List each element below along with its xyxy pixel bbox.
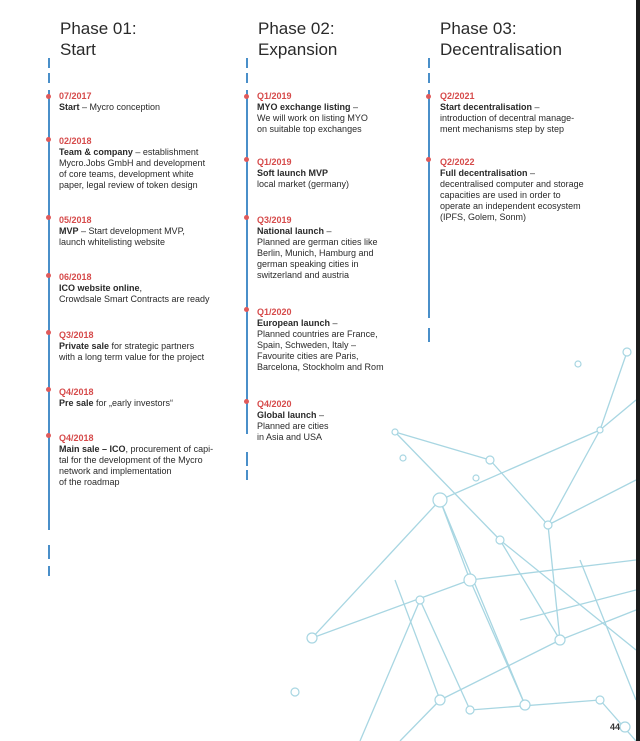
entry-title: Main sale – ICO — [59, 444, 126, 454]
phase-2-label: Phase 02: — [258, 19, 335, 38]
entry-line: Barcelona, Stockholm and Rom — [257, 362, 384, 372]
entry-title: ICO website online — [59, 283, 140, 293]
timeline-line-2 — [246, 90, 248, 434]
timeline-dot — [244, 157, 249, 162]
entry-date: Q4/2018 — [59, 433, 94, 443]
entry-line: network and implementation — [59, 466, 172, 476]
entry-title: Start decentralisation — [440, 102, 533, 112]
entry-line: (IPFS, Golem, Sonm) — [440, 212, 527, 222]
entry-line: of core teams, development white — [59, 169, 194, 179]
timeline-tick — [48, 58, 50, 68]
entry-text: – establishment — [132, 147, 199, 157]
timeline-dot — [426, 157, 431, 162]
entry-text: – — [316, 410, 325, 420]
entry-title: Full decentralisation — [440, 168, 528, 178]
entry-title: Soft launch MVP — [257, 168, 329, 178]
entry-line: capacities are used in order to — [440, 190, 561, 200]
entry-text: – — [324, 226, 332, 236]
entry-line: Crowdsale Smart Contracts are ready — [59, 294, 210, 304]
timeline-dot — [244, 215, 249, 220]
roadmap-entry — [59, 330, 204, 363]
entry-line: german speaking cities in — [257, 259, 359, 269]
roadmap-entry — [440, 91, 574, 135]
entry-title: MYO exchange listing — [257, 102, 351, 112]
entry-line: introduction of decentral manage- — [440, 113, 575, 123]
entry-line: Spain, Schweden, Italy – — [257, 340, 357, 350]
roadmap-entry — [59, 91, 160, 113]
entry-date: Q1/2020 — [257, 307, 292, 317]
entry-text: – — [532, 102, 540, 112]
timeline-dot — [46, 387, 51, 392]
roadmap-entry — [59, 136, 205, 191]
roadmap-entry — [59, 433, 213, 488]
entry-line: launch whitelisting website — [59, 237, 166, 247]
entry-line: ment mechanisms step by step — [440, 124, 565, 134]
entry-line: We will work on listing MYO — [257, 113, 368, 123]
entry-text: – — [350, 102, 359, 112]
phase-1-title — [60, 18, 137, 60]
entry-title: Global launch — [257, 410, 317, 420]
entry-line: Planned countries are France, — [257, 329, 378, 339]
roadmap-entry — [440, 157, 584, 223]
entry-title: MVP — [59, 226, 79, 236]
phase-3-label: Phase 03: — [440, 19, 517, 38]
entry-date: Q1/2019 — [257, 91, 292, 101]
timeline-tick — [428, 328, 430, 342]
phase-2-name: Expansion — [258, 40, 338, 59]
entry-title: Pre sale — [59, 398, 94, 408]
entry-line: Planned are cities — [257, 421, 329, 431]
entry-date: Q2/2021 — [440, 91, 475, 101]
roadmap-entry — [257, 157, 349, 190]
entry-line: Berlin, Munich, Hamburg and — [257, 248, 374, 258]
timeline-dot — [46, 137, 51, 142]
entry-date: 07/2017 — [59, 91, 92, 101]
entry-text: – — [330, 318, 338, 328]
page-number: 44 — [610, 722, 621, 732]
entry-text: – — [527, 168, 536, 178]
entry-date: Q2/2022 — [440, 157, 475, 167]
timeline-dot — [46, 215, 51, 220]
entry-line: of the roadmap — [59, 477, 120, 487]
phase-1-name: Start — [60, 40, 96, 59]
entry-line: tal for the development of the Mycro — [59, 455, 203, 465]
entry-date: Q4/2018 — [59, 387, 94, 397]
timeline-tick — [428, 73, 430, 83]
timeline-dot — [244, 307, 249, 312]
entry-text: , — [139, 283, 143, 293]
entry-title: Team & company — [59, 147, 133, 157]
timeline-tick — [48, 566, 50, 576]
timeline-dot — [46, 330, 51, 335]
timeline-tick — [246, 73, 248, 83]
entry-date: Q3/2019 — [257, 215, 292, 225]
entry-title: National launch — [257, 226, 325, 236]
entry-line: with a long term value for the project — [59, 352, 205, 362]
entry-line: in Asia and USA — [257, 432, 323, 442]
entry-line: operate an independent ecosystem — [440, 201, 581, 211]
entry-title: Private sale — [59, 341, 110, 351]
entry-line: Mycro.Jobs GmbH and development — [59, 158, 206, 168]
entry-date: 05/2018 — [59, 215, 92, 225]
timeline-tick — [246, 452, 248, 466]
timeline-dot — [46, 94, 51, 99]
roadmap-entry — [59, 387, 173, 409]
timeline-dot — [244, 399, 249, 404]
entry-date: Q4/2020 — [257, 399, 292, 409]
timeline-tick — [246, 470, 248, 480]
entry-text: – Start development MVP, — [78, 226, 185, 236]
timeline-dot — [244, 94, 249, 99]
timeline-dot — [46, 273, 51, 278]
phase-3-name: Decentralisation — [440, 40, 562, 59]
entry-date: Q3/2018 — [59, 330, 94, 340]
timeline-line-3 — [428, 90, 430, 318]
entry-date: Q1/2019 — [257, 157, 292, 167]
entry-text: for strategic partners — [109, 341, 195, 351]
entry-line: Planned are german cities like — [257, 237, 378, 247]
entry-text: , procurement of capi- — [125, 444, 214, 454]
timeline-line-1 — [48, 90, 50, 530]
phase-1-label: Phase 01: — [60, 19, 137, 38]
timeline-dot — [46, 433, 51, 438]
roadmap-entry — [257, 215, 378, 281]
phase-3-title — [440, 18, 562, 60]
timeline-tick — [48, 545, 50, 559]
roadmap-entry — [59, 272, 210, 305]
timeline-tick — [48, 73, 50, 83]
entry-line: paper, legal review of token design — [59, 180, 198, 190]
entry-title: Start — [59, 102, 80, 112]
roadmap-entry — [59, 215, 185, 248]
timeline-dot — [426, 94, 431, 99]
entry-line: decentralised computer and storage — [440, 179, 584, 189]
timeline-tick — [246, 58, 248, 68]
entry-date: 02/2018 — [59, 136, 92, 146]
roadmap-entry — [257, 399, 329, 443]
roadmap-entry — [257, 91, 368, 135]
entry-text: – Mycro conception — [79, 102, 161, 112]
entry-text: for „early investors“ — [93, 398, 174, 408]
entry-line: switzerland and austria — [257, 270, 350, 280]
entry-date: 06/2018 — [59, 272, 92, 282]
entry-line: local market (germany) — [257, 179, 350, 189]
phase-2-title — [258, 18, 337, 60]
entry-line: Favourite cities are Paris, — [257, 351, 359, 361]
entry-title: European launch — [257, 318, 331, 328]
roadmap-entry — [257, 307, 384, 373]
timeline-tick — [428, 58, 430, 68]
entry-line: on suitable top exchanges — [257, 124, 362, 134]
